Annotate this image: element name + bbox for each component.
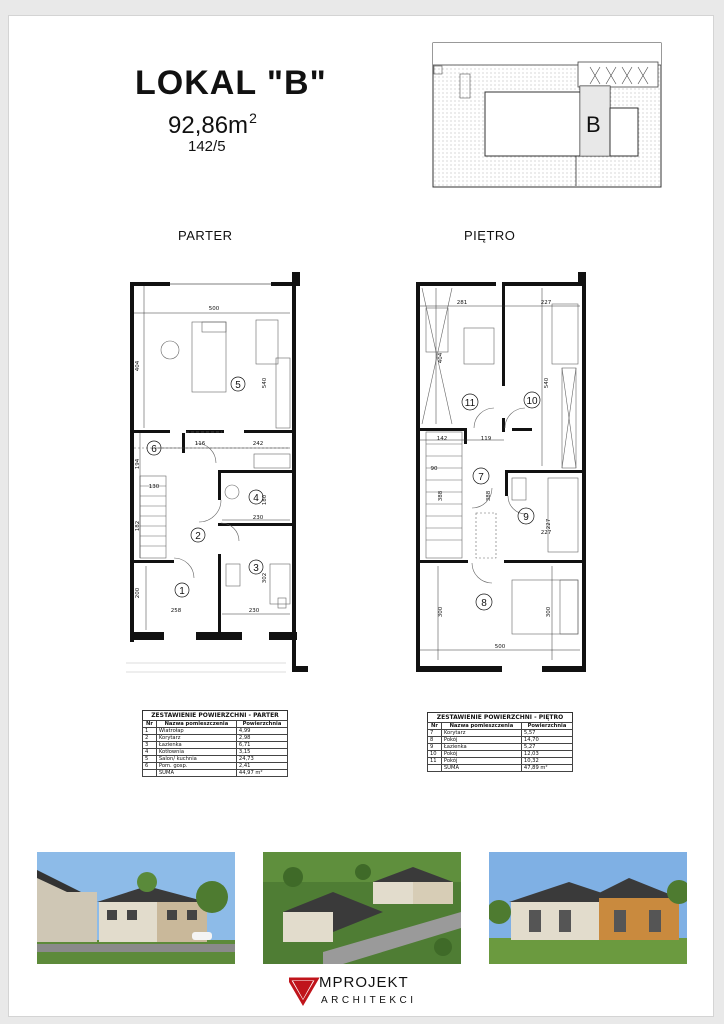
table-cell: Pokój: [441, 758, 521, 765]
room-number: 1: [179, 586, 185, 597]
table-cell: 10,32: [521, 758, 572, 765]
dim-label: 230: [248, 608, 260, 614]
level-label-upper: PIĘTRO: [464, 228, 516, 243]
table-cell: Łazienka: [156, 742, 236, 749]
table-header-row: [143, 721, 288, 728]
table-cell: Wiatrołap: [156, 728, 236, 735]
dim-label: 200: [135, 587, 141, 599]
render-photo-garden: [489, 852, 687, 964]
table-cell: 6: [143, 763, 157, 770]
table-header-row: [428, 723, 573, 730]
room-number: 4: [253, 493, 259, 504]
table-sum-label: SUMA: [441, 765, 521, 772]
dim-label: 388: [438, 490, 444, 502]
dim-label: 194: [135, 458, 141, 470]
dim-label: 540: [262, 377, 268, 389]
table-row: [428, 730, 573, 737]
table-cell: 9: [428, 744, 442, 751]
table-row: [143, 756, 288, 763]
table-cell: Salon/ kuchnia: [156, 756, 236, 763]
table-cell: 5,57: [521, 730, 572, 737]
table-row: [428, 758, 573, 765]
dim-label: 227: [540, 300, 552, 306]
table-header: Nr: [143, 721, 157, 728]
table-caption: ZESTAWIENIE POWIERZCHNI - PARTER: [142, 710, 288, 720]
room-number: 2: [195, 531, 201, 542]
table-cell: 3,15: [236, 749, 287, 756]
company-logo: [289, 973, 439, 1009]
table-header: Nazwa pomieszczenia: [441, 723, 521, 730]
logo-text-mprojekt: MPROJEKT: [319, 974, 409, 991]
upper-floor-plan: [412, 268, 594, 678]
dim-label: 500: [494, 644, 506, 650]
table-cell: 5: [143, 756, 157, 763]
table-row: [143, 749, 288, 756]
table-sum-value: 44,97 m²: [236, 770, 287, 777]
table-row: [428, 751, 573, 758]
table-header: Powierzchnia: [521, 723, 572, 730]
table-header: Nazwa pomieszczenia: [156, 721, 236, 728]
table-sum-label: SUMA: [156, 770, 236, 777]
table-row: [428, 737, 573, 744]
dim-label: 258: [170, 608, 182, 614]
render-photo-aerial: [263, 852, 461, 964]
table-header: Powierzchnia: [236, 721, 287, 728]
table-cell: [143, 770, 157, 777]
table-cell: 4,99: [236, 728, 287, 735]
dim-label: 300: [546, 606, 552, 618]
plot-number: 142/5: [188, 138, 226, 155]
dim-label: 281: [456, 300, 468, 306]
dim-label: 404: [135, 360, 141, 372]
dim-label: 116: [194, 441, 206, 447]
table-header: Nr: [428, 723, 442, 730]
dim-label: 90: [430, 466, 438, 472]
dim-label: 182: [135, 520, 141, 532]
area-table-upper: [427, 712, 573, 772]
table-cell: 5,27: [521, 744, 572, 751]
table-sum-value: 47,89 m²: [521, 765, 572, 772]
table-row: [143, 763, 288, 770]
table-cell: 10: [428, 751, 442, 758]
room-number: 6: [151, 444, 157, 455]
ground-floor-plan: [126, 268, 308, 678]
table-cell: 3: [143, 742, 157, 749]
dim-label: 388: [486, 490, 492, 502]
table-row: [428, 744, 573, 751]
table-cell: 7: [428, 730, 442, 737]
room-number: 10: [526, 396, 538, 407]
table-cell: 24,73: [236, 756, 287, 763]
table-cell: 14,70: [521, 737, 572, 744]
room-number: 5: [235, 380, 241, 391]
dim-label: 302: [262, 572, 268, 584]
table-cell: Korytarz: [156, 735, 236, 742]
table-cell: Pokój: [441, 737, 521, 744]
page-title: LOKAL "B": [135, 64, 327, 102]
table-caption: ZESTAWIENIE POWIERZCHNI - PIĘTRO: [427, 712, 573, 722]
area-table-ground: [142, 710, 288, 777]
dim-label: 230: [252, 515, 264, 521]
dim-label: 130: [148, 484, 160, 490]
level-label-ground: PARTER: [178, 228, 233, 243]
table-sum-row: [428, 765, 573, 772]
table-cell: Pom. gosp.: [156, 763, 236, 770]
table-cell: 1: [143, 728, 157, 735]
table-cell: 4: [143, 749, 157, 756]
table-cell: Pokój: [441, 751, 521, 758]
dim-label: 142: [436, 436, 448, 442]
dim-label: 540: [544, 377, 550, 389]
table-cell: Łazienka: [441, 744, 521, 751]
dim-label: 242: [252, 441, 264, 447]
dim-label: 227: [540, 530, 552, 536]
table-cell: 2: [143, 735, 157, 742]
table-row: [143, 742, 288, 749]
table-cell: 12,03: [521, 751, 572, 758]
area-value: $92,86m^2$: [168, 110, 257, 139]
room-number: 7: [478, 472, 484, 483]
table-cell: 11: [428, 758, 442, 765]
table-cell: 8: [428, 737, 442, 744]
render-photo-street: [37, 852, 235, 964]
room-number: 11: [464, 398, 476, 409]
dim-label: 500: [208, 306, 220, 312]
logo-text-architekci: ARCHITEKCI: [321, 995, 417, 1006]
table-sum-row: [143, 770, 288, 777]
location-plan: [430, 40, 666, 190]
table-cell: Kotłownia: [156, 749, 236, 756]
table-cell: 2,41: [236, 763, 287, 770]
table-cell: [428, 765, 442, 772]
dim-label: 300: [438, 606, 444, 618]
table-cell: 6,71: [236, 742, 287, 749]
room-number: 8: [481, 598, 487, 609]
room-number: 3: [253, 563, 259, 574]
dim-label: 227: [546, 518, 552, 530]
dim-label: 180: [262, 494, 268, 506]
table-cell: 2,98: [236, 735, 287, 742]
location-unit-label: B: [586, 112, 601, 137]
room-number: 9: [523, 512, 529, 523]
table-cell: Korytarz: [441, 730, 521, 737]
table-row: [143, 735, 288, 742]
dim-label: 404: [438, 352, 444, 364]
dim-label: 119: [480, 436, 492, 442]
table-row: [143, 728, 288, 735]
